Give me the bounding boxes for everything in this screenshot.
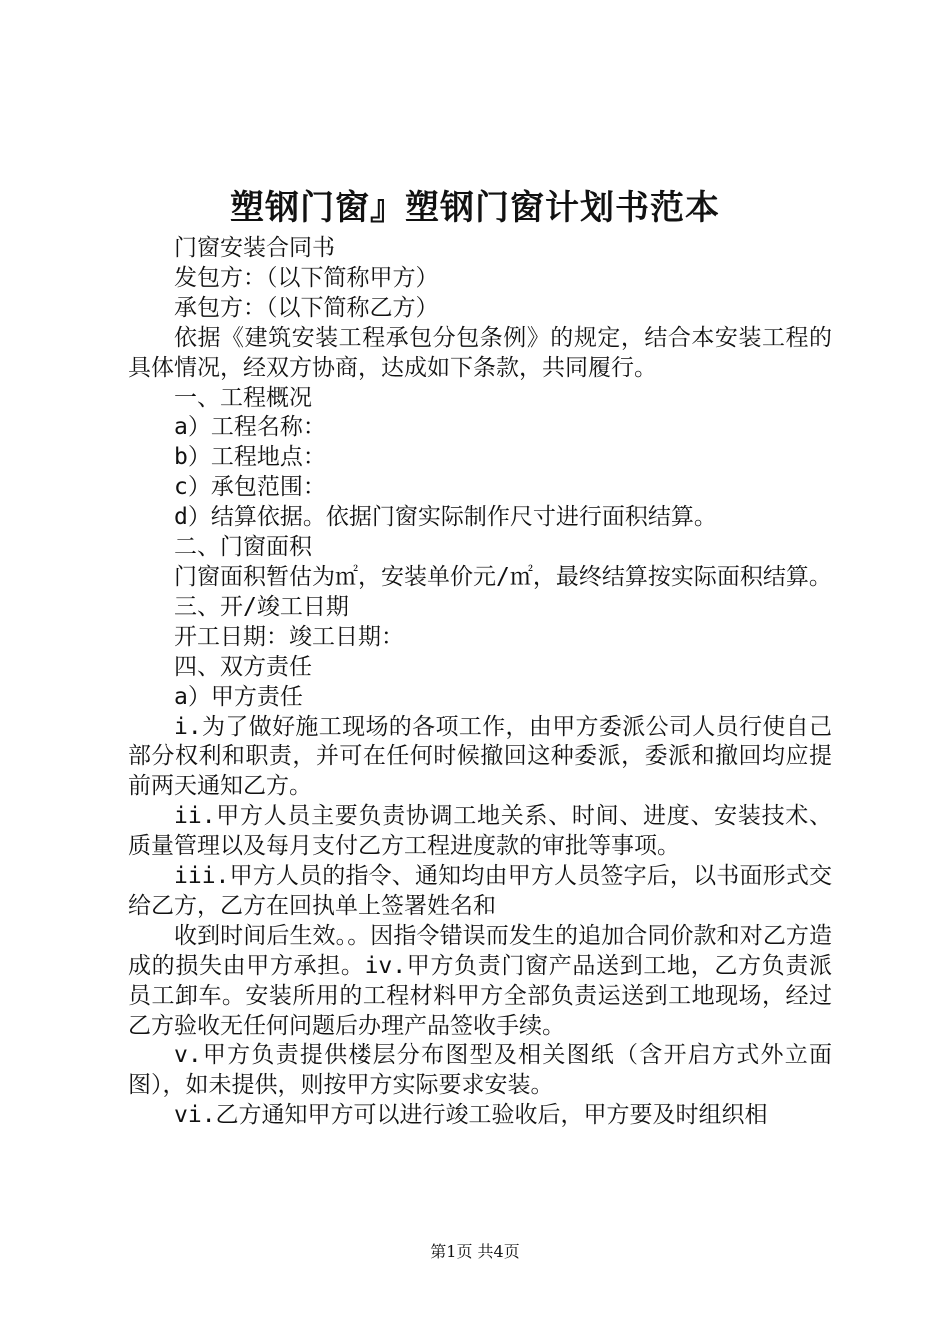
paragraph: 承包方：（以下简称乙方） [174, 294, 439, 321]
paragraph: 三、开/竣工日期 [174, 593, 349, 620]
paragraph: 门窗安装合同书 [174, 235, 335, 261]
paragraph: 开工日期：竣工日期： [174, 623, 404, 650]
paragraph: 二、门窗面积 [174, 534, 312, 561]
paragraph: c）承包范围： [174, 474, 326, 501]
paragraph: iii.甲方人员的指令、通知均由甲方人员签字后，以书面形式交给乙方，乙方在回执单上签署姓名和 [128, 863, 832, 919]
paragraph: b）工程地点： [174, 444, 326, 471]
paragraph: 四、双方责任 [174, 653, 312, 680]
paragraph: v.甲方负责提供楼层分布图型及相关图纸（含开启方式外立面图），如未提供，则按甲方实际要求安装。 [128, 1042, 832, 1099]
paragraph: 收到时间后生效。。因指令错误而发生的追加合同价款和对乙方造成的损失由甲方承担。iv.甲方负责门窗产品送到工地，乙方负责派员工卸车。安装所用的工程材料甲方全部负责运送到工地现场，经过乙方验收无任何问题后办理产品签收手续。 [128, 922, 832, 1039]
paragraph: ii.甲方人员主要负责协调工地关系、时间、进度、安装技术、质量管理以及每月支付乙方工程进度款的审批等事项。 [128, 803, 832, 860]
paragraph: a）甲方责任 [174, 683, 303, 710]
paragraph: d）结算依据。依据门窗实际制作尺寸进行面积结算。 [174, 504, 717, 531]
document-title: 塑钢门窗』塑钢门窗计划书范本 [230, 188, 720, 228]
paragraph: 一、工程概况 [174, 384, 312, 411]
paragraph: 门窗面积暂估为㎡，安装单价元/㎡，最终结算按实际面积结算。 [174, 563, 832, 590]
paragraph: vi.乙方通知甲方可以进行竣工验收后，甲方要及时组织相 [174, 1102, 768, 1129]
paragraph: i.为了做好施工现场的各项工作，由甲方委派公司人员行使自己部分权利和职责，并可在任何时候撤回这种委派，委派和撤回均应提前两天通知乙方。 [128, 713, 832, 800]
page-footer: 第1页 共4页 [430, 1242, 520, 1261]
paragraph: a）工程名称： [174, 414, 326, 441]
paragraph: 依据《建筑安装工程承包分包条例》的规定，结合本安装工程的具体情况，经双方协商，达成如下条款，共同履行。 [128, 324, 832, 381]
document-body [128, 234, 832, 1131]
paragraph: 发包方：（以下简称甲方） [174, 264, 439, 291]
